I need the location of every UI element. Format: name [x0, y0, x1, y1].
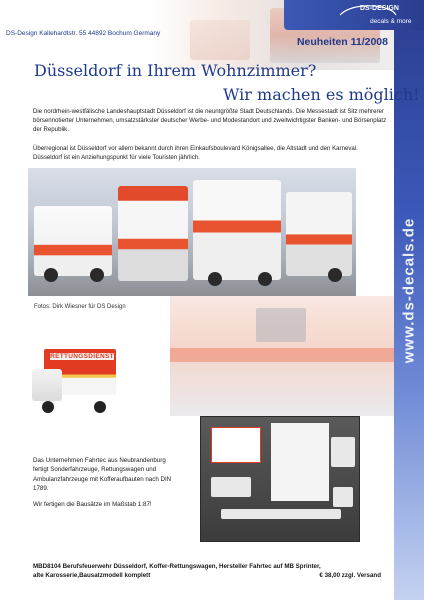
company-paragraph-2: Wir fertigen die Bausätze im Maßstab 1:87!	[33, 501, 152, 509]
product-price: € 38,00 zzgl. Versand	[319, 572, 381, 580]
kit-part-image	[333, 487, 353, 507]
company-description	[33, 456, 173, 516]
intro-paragraph-2: Überregional ist Düsseldorf vor allem bekannt durch ihren Einkaufsboulevard Königsallee, die Altstadt und den Karneval. Düsseldorf ist ein Anziehungspunkt für viele Touristen jährlich.	[33, 145, 358, 161]
photo-credit: Fotos: Dirk Wiesner für DS Design	[34, 304, 126, 310]
model-kit-photo	[200, 416, 360, 542]
wheel-shape	[42, 401, 54, 413]
product-info	[33, 562, 403, 581]
kit-part-image	[331, 437, 355, 467]
ambulance-fleet-photo	[28, 168, 356, 296]
decal-sheet-image	[271, 423, 329, 501]
vehicle-stripe-image	[170, 348, 394, 362]
wheel-shape	[328, 268, 342, 282]
product-title: MBD8104 Berufsfeuerwehr Düsseldorf, Koffer-Rettungswagen, Hersteller Fahrtec auf MB Sprinter,	[33, 563, 321, 570]
ambulance-closeup-photo	[170, 296, 394, 416]
ambulance-vehicle-image	[193, 180, 281, 280]
side-website-url: www.ds-decals.de	[400, 217, 418, 363]
headline-line-1: Düsseldorf in Ihrem Wohnzimmer?	[34, 61, 317, 80]
issue-label: Neuheiten 11/2008	[296, 36, 388, 48]
headline-line-2: Wir machen es möglich!	[223, 85, 420, 104]
kit-chassis-image	[221, 509, 341, 519]
fire-truck-vehicle-image	[118, 186, 188, 281]
company-paragraph-1: Das Unternehmen Fahrtec aus Neubrandenburg fertigt Sonderfahrzeuge, Rettungswagen und Ambulanzfahrzeuge mit Kofferaufbauten nach DIN 1789.	[33, 457, 172, 492]
ds-design-logo	[284, 0, 424, 30]
kit-part-image	[211, 477, 251, 497]
ambulance-model-photo	[30, 345, 126, 423]
wheel-shape	[258, 272, 272, 286]
logo-tagline: decals & more	[370, 18, 412, 25]
intro-paragraph-1: Die nordrhein-westfälische Landeshauptstadt Düsseldorf ist die neuntgrößte Stadt Deutschlands. Die Messestadt ist Sitz mehrerer börsennotierter Unternehmen, umsatzstärkster deutscher Werbe- und Modestandort und zweitwichtigster Banken- und Börsenplatz der Republik.	[33, 108, 387, 133]
product-subtitle: alte Karosserie,Bausatzmodell komplett	[33, 572, 151, 580]
wheel-shape	[90, 268, 104, 282]
wheel-shape	[208, 272, 222, 286]
decal-sheet-image	[211, 427, 261, 463]
logo-name: DS-DESIGN	[360, 5, 399, 12]
wheel-shape	[44, 268, 58, 282]
vehicle-window-image	[256, 308, 306, 342]
company-address: DS-Design Kallehardtstr. 55 44892 Bochum Germany	[6, 30, 161, 37]
fire-truck-image	[190, 20, 250, 60]
model-rettungsdienst-label: RETTUNGSDIENST	[50, 353, 114, 360]
ambulance-vehicle-image	[34, 206, 112, 276]
ambulance-vehicle-image	[286, 192, 352, 276]
model-cab	[32, 369, 62, 401]
wheel-shape	[94, 401, 106, 413]
